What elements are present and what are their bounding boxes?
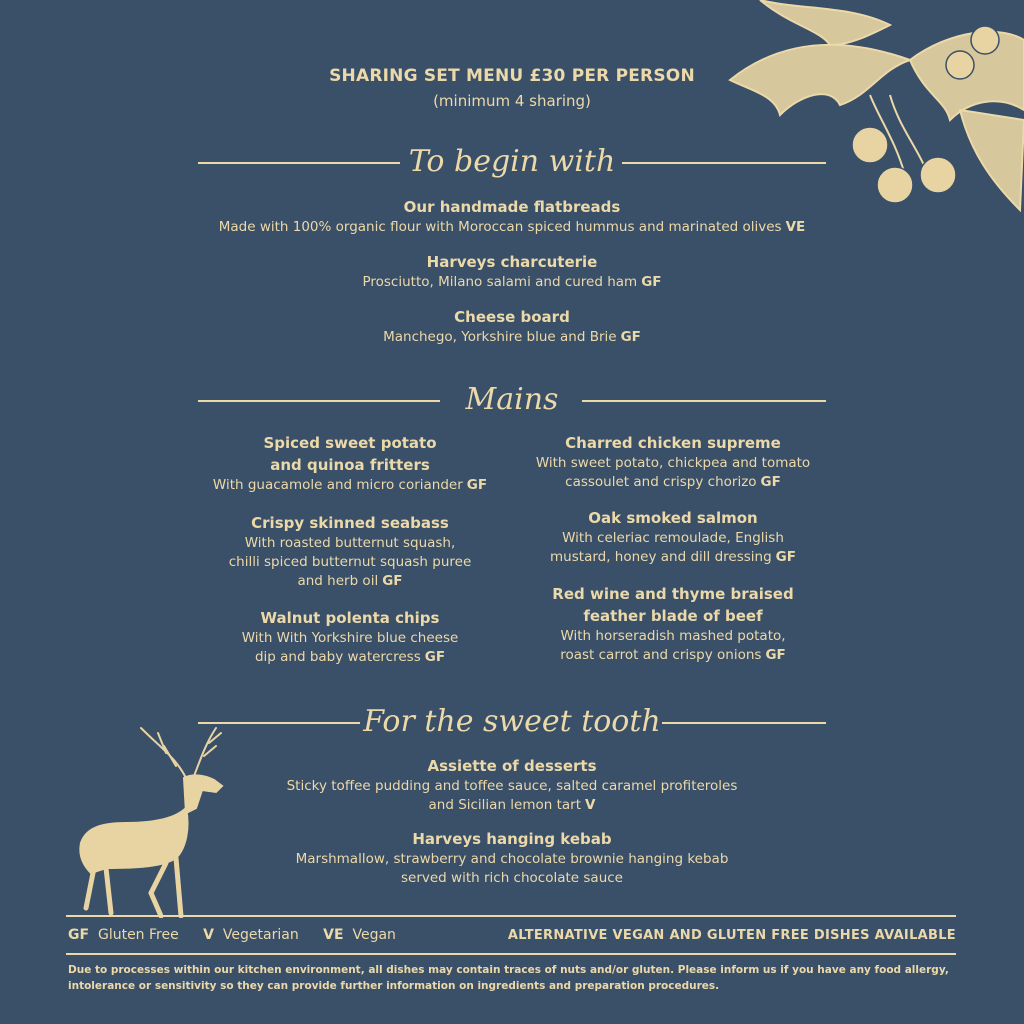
dish-description: Sticky toffee pudding and toffee sauce, salted caramel profiteroles bbox=[286, 778, 738, 794]
dish-description: With With Yorkshire blue cheese bbox=[241, 630, 459, 646]
stag-illustration bbox=[66, 718, 231, 918]
dish-name: Harveys charcuterie bbox=[426, 253, 598, 271]
dish-fritters bbox=[190, 432, 510, 495]
dish-charcuterie bbox=[0, 251, 1024, 292]
dish-chicken-supreme bbox=[513, 432, 833, 492]
dish-name: Charred chicken supreme bbox=[565, 434, 781, 452]
dish-description: With horseradish mashed potato, bbox=[560, 628, 786, 644]
dish-description: mustard, honey and dill dressing GF bbox=[550, 549, 796, 565]
dish-description: dip and baby watercress GF bbox=[254, 649, 446, 665]
disclaimer-line: intolerance or sensitivity so they can provide further information on ingredients and preparation procedures. bbox=[68, 980, 720, 992]
section-heading-starters bbox=[198, 142, 826, 182]
dietary-tag: GF bbox=[760, 474, 781, 490]
menu-subtitle: (minimum 4 sharing) bbox=[433, 92, 591, 110]
dietary-tag: VE bbox=[785, 219, 806, 235]
dish-name: Oak smoked salmon bbox=[588, 509, 758, 527]
dish-description: Prosciutto, Milano salami and cured ham GF bbox=[362, 274, 662, 290]
dish-flatbreads bbox=[0, 196, 1024, 237]
dish-name: and quinoa fritters bbox=[270, 456, 430, 474]
dish-description: Manchego, Yorkshire blue and Brie GF bbox=[383, 329, 641, 345]
dish-description: With roasted butternut squash, bbox=[244, 535, 456, 551]
dish-smoked-salmon bbox=[513, 507, 833, 567]
section-heading-desserts bbox=[198, 702, 826, 742]
starters-heading: To begin with bbox=[408, 144, 616, 179]
dish-description: and herb oil GF bbox=[297, 573, 403, 589]
dish-name: feather blade of beef bbox=[583, 607, 763, 625]
section-heading-mains bbox=[198, 380, 826, 420]
dietary-tag: GF bbox=[620, 329, 641, 345]
dietary-tag: GF bbox=[382, 573, 403, 589]
desserts-heading: For the sweet tooth bbox=[363, 704, 661, 739]
disclaimer-line: Due to processes within our kitchen environment, all dishes may contain traces of nuts and/or gluten. Please inform us if you have any food allergy, bbox=[68, 964, 949, 976]
footer-divider-bottom bbox=[66, 953, 956, 955]
dish-assiette bbox=[0, 755, 1024, 815]
dish-beef bbox=[513, 583, 833, 665]
dish-name: Red wine and thyme braised bbox=[552, 585, 794, 603]
alternative-notice: ALTERNATIVE VEGAN AND GLUTEN FREE DISHES AVAILABLE bbox=[507, 928, 956, 943]
dietary-tag: GF bbox=[775, 549, 796, 565]
legend-v: V Vegetarian bbox=[203, 927, 299, 943]
dish-description: With guacamole and micro coriander GF bbox=[212, 477, 488, 493]
legend-ve: VE Vegan bbox=[323, 927, 396, 943]
mains-heading: Mains bbox=[465, 382, 559, 417]
dish-description: With celeriac remoulade, English bbox=[562, 530, 784, 546]
dietary-tag: GF bbox=[765, 647, 786, 663]
dish-description: served with rich chocolate sauce bbox=[401, 870, 623, 886]
legend-gf: GF Gluten Free bbox=[68, 927, 179, 943]
dish-name: Assiette of desserts bbox=[427, 757, 597, 775]
dish-name: Our handmade flatbreads bbox=[403, 198, 621, 216]
dish-seabass bbox=[190, 512, 510, 591]
dietary-tag: GF bbox=[466, 477, 488, 493]
dietary-tag: GF bbox=[424, 649, 446, 665]
dish-description: With sweet potato, chickpea and tomato bbox=[535, 455, 811, 471]
dish-description: cassoulet and crispy chorizo GF bbox=[565, 474, 781, 490]
dish-name: Crispy skinned seabass bbox=[251, 514, 449, 532]
dish-description: and Sicilian lemon tart V bbox=[428, 797, 596, 813]
allergy-disclaimer bbox=[68, 962, 958, 994]
menu-title: SHARING SET MENU £30 PER PERSON bbox=[329, 66, 695, 86]
dish-name: Walnut polenta chips bbox=[260, 609, 440, 627]
dish-description: Made with 100% organic flour with Moroccan spiced hummus and marinated olives VE bbox=[218, 219, 806, 235]
dietary-tag: V bbox=[585, 797, 596, 813]
dish-description: Marshmallow, strawberry and chocolate brownie hanging kebab bbox=[295, 851, 729, 867]
dish-description: chilli spiced butternut squash puree bbox=[228, 554, 472, 570]
dish-name: Spiced sweet potato bbox=[263, 434, 437, 452]
dish-cheese-board bbox=[0, 306, 1024, 347]
dietary-legend bbox=[68, 927, 396, 943]
dish-description: roast carrot and crispy onions GF bbox=[560, 647, 786, 663]
dish-name: Cheese board bbox=[454, 308, 570, 326]
dish-polenta-chips bbox=[190, 607, 510, 667]
dish-name: Harveys hanging kebab bbox=[412, 830, 612, 848]
dietary-tag: GF bbox=[641, 274, 662, 290]
dish-hanging-kebab bbox=[0, 828, 1024, 888]
footer-divider-top bbox=[66, 915, 956, 917]
